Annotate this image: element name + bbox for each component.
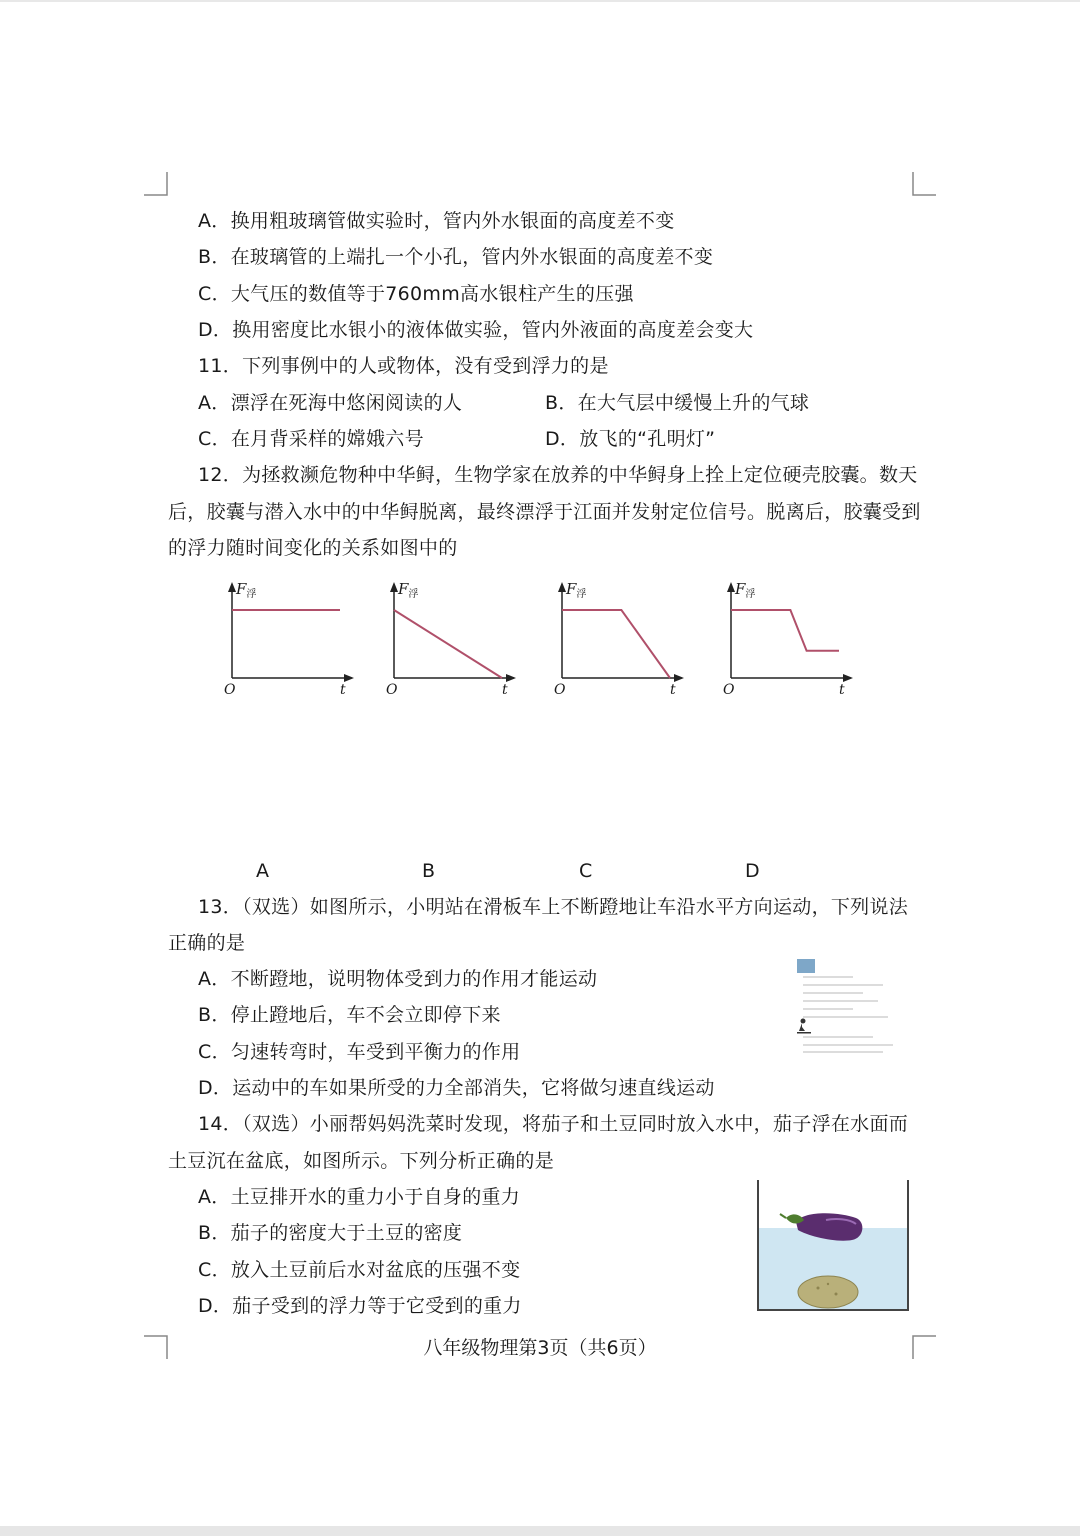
q10-option-a: A．换用粗玻璃管做实验时，管内外水银面的高度差不变 (198, 210, 675, 232)
graph-label-d: D (745, 860, 760, 882)
q12-stem-line1: 12．为拯救濒危物种中华鲟，生物学家在放养的中华鲟身上拴上定位硬壳胶囊。数天 (198, 464, 918, 486)
scooter-figure (793, 957, 897, 1057)
y-axis-label: $F_浮$ (236, 580, 257, 600)
q13-option-c: C．匀速转弯时，车受到平衡力的作用 (198, 1041, 521, 1063)
q13-stem-line1: 13．（双选）如图所示，小明站在滑板车上不断蹬地让车沿水平方向运动，下列说法 (198, 896, 909, 918)
figure-thumbnail-image (797, 959, 815, 973)
page-top-edge (0, 0, 1080, 2)
q12-stem-line3: 的浮力随时间变化的关系如图中的 (168, 537, 458, 559)
q10-option-d: D．换用密度比水银小的液体做实验，管内外液面的高度差会变大 (198, 319, 754, 341)
crop-mark-top-right (912, 172, 936, 196)
y-axis-arrow (390, 582, 398, 592)
potato-icon (798, 1276, 858, 1308)
x-axis-arrow (843, 674, 853, 682)
graph-label-b: B (422, 860, 436, 882)
q10-option-b: B．在玻璃管的上端扎一个小孔，管内外水银面的高度差不变 (198, 246, 714, 268)
origin-label: O (723, 682, 735, 698)
graph-c (546, 574, 696, 699)
graph-a (216, 574, 366, 699)
q11-option-b: B．在大气层中缓慢上升的气球 (545, 392, 810, 414)
q12-stem-line2: 后，胶囊与潜入水中的中华鲟脱离，最终漂浮于江面并发射定位信号。脱离后，胶囊受到 (168, 501, 921, 523)
graph-label-c: C (579, 860, 593, 882)
y-axis-label: $F_浮$ (566, 580, 587, 600)
q13-stem-line2: 正确的是 (168, 932, 246, 954)
force-line (731, 610, 839, 651)
origin-label: O (554, 682, 566, 698)
q14-option-b: B．茄子的密度大于土豆的密度 (198, 1222, 463, 1244)
y-axis-arrow (727, 582, 735, 592)
q11-option-d: D．放飞的“孔明灯” (545, 428, 716, 450)
x-axis-label: t (340, 682, 346, 698)
q13-option-b: B．停止蹬地后，车不会立即停下来 (198, 1004, 501, 1026)
y-axis-label: $F_浮$ (398, 580, 419, 600)
y-axis-arrow (558, 582, 566, 592)
force-line (562, 610, 670, 678)
x-axis-arrow (344, 674, 354, 682)
q14-option-c: C．放入土豆前后水对盆底的压强不变 (198, 1259, 521, 1281)
q14-stem-line1: 14．（双选）小丽帮妈妈洗菜时发现，将茄子和土豆同时放入水中，茄子浮在水面而 (198, 1113, 909, 1135)
x-axis-label: t (502, 682, 508, 698)
q11-option-a: A．漂浮在死海中悠闲阅读的人 (198, 392, 463, 414)
origin-label: O (224, 682, 236, 698)
page-footer: 八年级物理第3页（共6页） (423, 1337, 657, 1359)
x-axis-label: t (839, 682, 845, 698)
q11-stem: 11．下列事例中的人或物体，没有受到浮力的是 (198, 355, 609, 377)
graph-b (378, 574, 528, 699)
q14-stem-line2: 土豆沉在盆底，如图所示。下列分析正确的是 (168, 1150, 555, 1172)
q14-option-a: A．土豆排开水的重力小于自身的重力 (198, 1186, 521, 1208)
y-axis-arrow (228, 582, 236, 592)
q13-option-a: A．不断蹬地，说明物体受到力的作用才能运动 (198, 968, 598, 990)
graph-d (715, 574, 865, 699)
q11-option-c: C．在月背采样的嫦娥六号 (198, 428, 424, 450)
q13-option-d: D．运动中的车如果所受的力全部消失，它将做匀速直线运动 (198, 1077, 715, 1099)
q10-option-c: C．大气压的数值等于760mm高水银柱产生的压强 (198, 283, 634, 305)
q14-option-d: D．茄子受到的浮力等于它受到的重力 (198, 1295, 522, 1317)
force-line (394, 610, 502, 678)
skater-icon (797, 1019, 811, 1034)
crop-mark-top-left (144, 172, 168, 196)
x-axis-arrow (506, 674, 516, 682)
graph-label-a: A (256, 860, 269, 882)
origin-label: O (386, 682, 398, 698)
basin-figure (756, 1180, 910, 1312)
y-axis-label: $F_浮$ (735, 580, 756, 600)
page-bottom-edge (0, 1526, 1080, 1536)
x-axis-arrow (674, 674, 684, 682)
x-axis-label: t (670, 682, 676, 698)
